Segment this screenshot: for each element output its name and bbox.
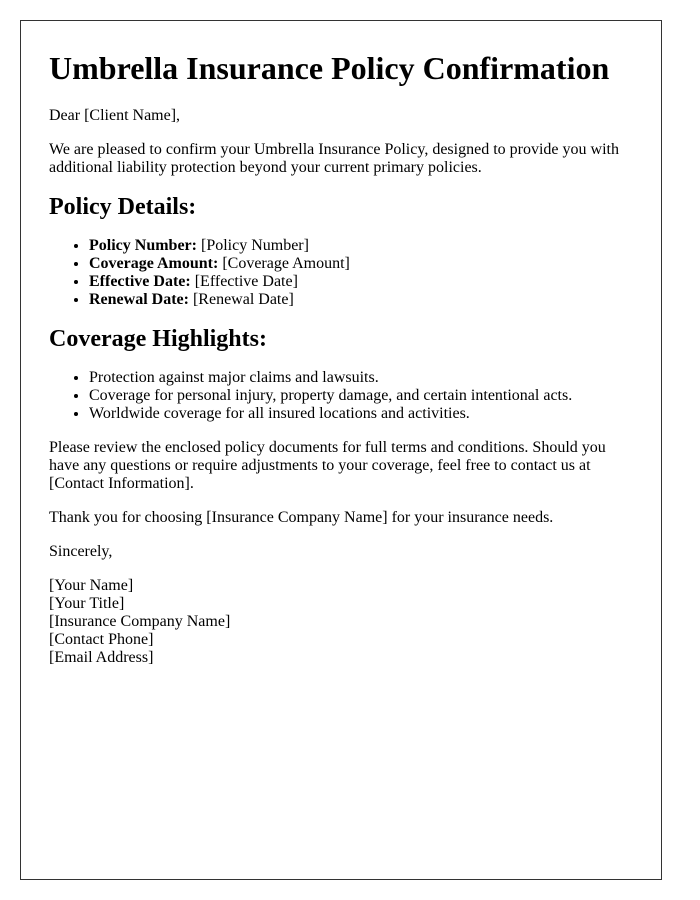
policy-detail-label: Renewal Date: [89,291,189,308]
policy-detail-item-coverage-amount [89,255,633,273]
signature-block [49,577,633,667]
policy-detail-item-renewal-date [89,291,633,309]
policy-detail-value: [Coverage Amount] [218,255,350,272]
policy-detail-value: [Policy Number] [196,237,309,254]
signature-name: [Your Name] [49,577,134,594]
policy-details-heading: Policy Details: [49,194,197,220]
policy-detail-value: [Effective Date] [190,273,298,290]
signature-company: [Insurance Company Name] [49,613,231,630]
coverage-highlight-item: • Coverage for personal injury, property damage, and certain intentional acts. [89,387,633,405]
coverage-highlights-list [49,369,633,423]
thanks-paragraph: Thank you for choosing [Insurance Company Name] for your insurance needs. [49,509,554,526]
policy-detail-label: Coverage Amount: [89,255,219,272]
signature-email: [Email Address] [49,649,154,666]
coverage-highlight-item: • Worldwide coverage for all insured locations and activities. [89,405,633,423]
coverage-highlights-heading: Coverage Highlights: [49,326,267,352]
greeting: Dear [Client Name], [49,107,181,124]
letter-title: Umbrella Insurance Policy Confirmation [49,50,610,86]
signature-title: [Your Title] [49,595,125,612]
signature-phone: [Contact Phone] [49,631,154,648]
coverage-highlight-item: • Protection against major claims and lawsuits. [89,369,633,387]
policy-details-list [49,237,633,309]
letter-page [20,20,662,880]
letter-body [21,21,661,667]
policy-detail-label: Policy Number: [89,237,197,254]
policy-detail-item-effective-date [89,273,633,291]
policy-detail-label: Effective Date: [89,273,191,290]
intro-paragraph: We are pleased to confirm your Umbrella Insurance Policy, designed to provide you with additional liability protection beyond your current primary policies. [49,141,619,176]
closing: Sincerely, [49,543,113,560]
policy-detail-value: [Renewal Date] [188,291,294,308]
review-paragraph: Please review the enclosed policy documents for full terms and conditions. Should you have any questions or require adjustments to your coverage, feel free to contact us at [Contact Information]. [49,439,606,492]
policy-detail-item-policy-number [89,237,633,255]
